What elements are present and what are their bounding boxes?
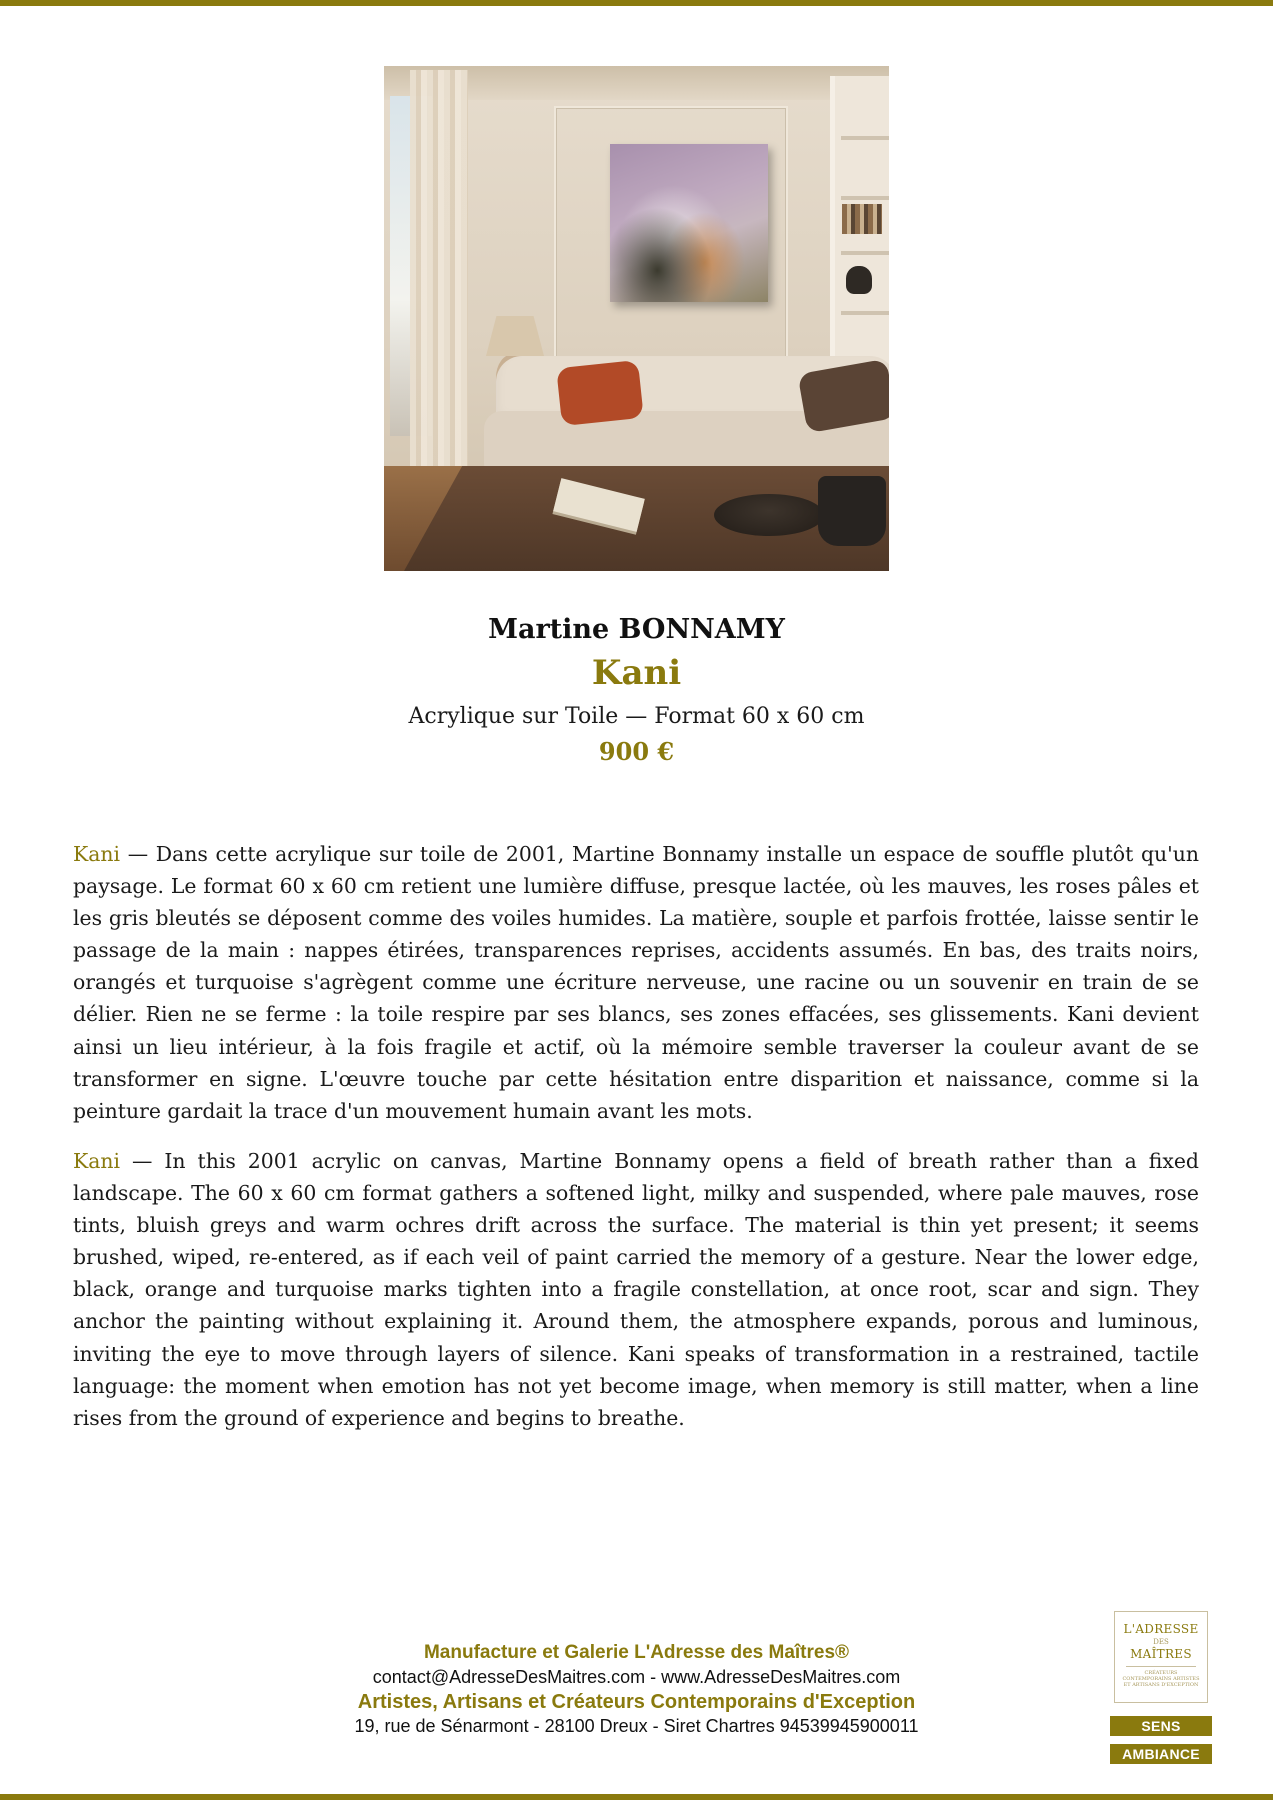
description-fr-text: — Dans cette acrylique sur toile de 2001, Martine Bonnamy installe un espace de souffle plutôt qu'un paysage. Le format 60 x 60 cm retient une lumière diffuse, presque lactée, où les mauves, les roses pâles et les gris bleutés se déposent comme des voiles humides. La matière, souple et parfois frottée, laisse sentir le passage de la main : nappes étirées, transparences reprises, accidents assumés. En bas, des traits noirs, orangés et turquoise s'agrègent comme une écriture nerveuse, une racine ou un souvenir en train de se délier. Rien ne se ferme : la toile respire par ses blancs, ses zones effacées, ses glissements. Kani devient ainsi un lieu intérieur, à la fois fragile et actif, où la mémoire semble traverser la couleur avant de se transformer en signe. L'œuvre touche par cette hésitation entre disparition et naissance, comme si la peinture gardait la trace d'un mouvement humain avant les mots. [73, 842, 1199, 1123]
tag-ambiance: AMBIANCE [1110, 1744, 1212, 1764]
description-fr-keyword: Kani [73, 842, 121, 866]
artwork-title: Kani [591, 653, 682, 693]
footer-gallery-name: Manufacture et Galerie L'Adresse des Maîtres® [423, 1642, 850, 1663]
description-en [73, 1145, 1199, 1434]
photo-painting [610, 144, 768, 302]
logo-line-3: MAÎTRES [1130, 1647, 1192, 1661]
artwork-price: 900 € [598, 737, 675, 766]
photo-pillow-rust [556, 360, 644, 426]
bottom-accent-bar [0, 1794, 1273, 1800]
photo-pot [818, 476, 886, 546]
footer-address: 19, rue de Sénarmont - 28100 Dreux - Siret Chartres 94539945900011 [354, 1716, 919, 1736]
logo-line-2: DES [1153, 1638, 1169, 1646]
footer-tagline: Artistes, Artisans et Créateurs Contemporains d'Exception [357, 1691, 916, 1713]
footer-contact: contact@AdresseDesMaitres.com - www.AdresseDesMaitres.com [372, 1667, 901, 1687]
artist-name: Martine BONNAMY [488, 614, 785, 645]
photo-vase [846, 266, 872, 294]
artwork-photo [384, 66, 889, 571]
tag-sens: SENS [1110, 1716, 1212, 1736]
photo-books [842, 204, 882, 234]
description-en-keyword: Kani [73, 1149, 121, 1173]
description-fr [73, 838, 1199, 1127]
description-en-text: — In this 2001 acrylic on canvas, Martine Bonnamy opens a field of breath rather than a fixed landscape. The 60 x 60 cm format gathers a softened light, milky and suspended, where pale mauves, rose tints, bluish greys and warm ochres drift across the surface. The material is thin yet present; it seems brushed, wiped, re-entered, as if each veil of paint carried the memory of a gesture. Near the lower edge, black, orange and turquoise marks tighten into a fragile constellation, at once root, scar and sign. They anchor the painting without explaining it. Around them, the atmosphere expands, porous and luminous, inviting the eye to move through layers of silence. Kani speaks of transformation in a restrained, tactile language: the moment when emotion has not yet become image, when memory is still matter, when a line rises from the ground of experience and begins to breathe. [73, 1149, 1199, 1430]
gallery-logo [1114, 1611, 1208, 1703]
photo-curtain [410, 70, 468, 530]
logo-line-1: L'ADRESSE [1123, 1622, 1199, 1636]
logo-line-4: CRÉATEURS CONTEMPORAINS ARTISTES ET ARTISANS D'EXCEPTION [1122, 1670, 1200, 1688]
photo-bowl [714, 494, 824, 536]
artwork-medium-format: Acrylique sur Toile — Format 60 x 60 cm [408, 704, 865, 729]
logo-divider [1126, 1666, 1196, 1667]
top-accent-bar [0, 0, 1273, 6]
